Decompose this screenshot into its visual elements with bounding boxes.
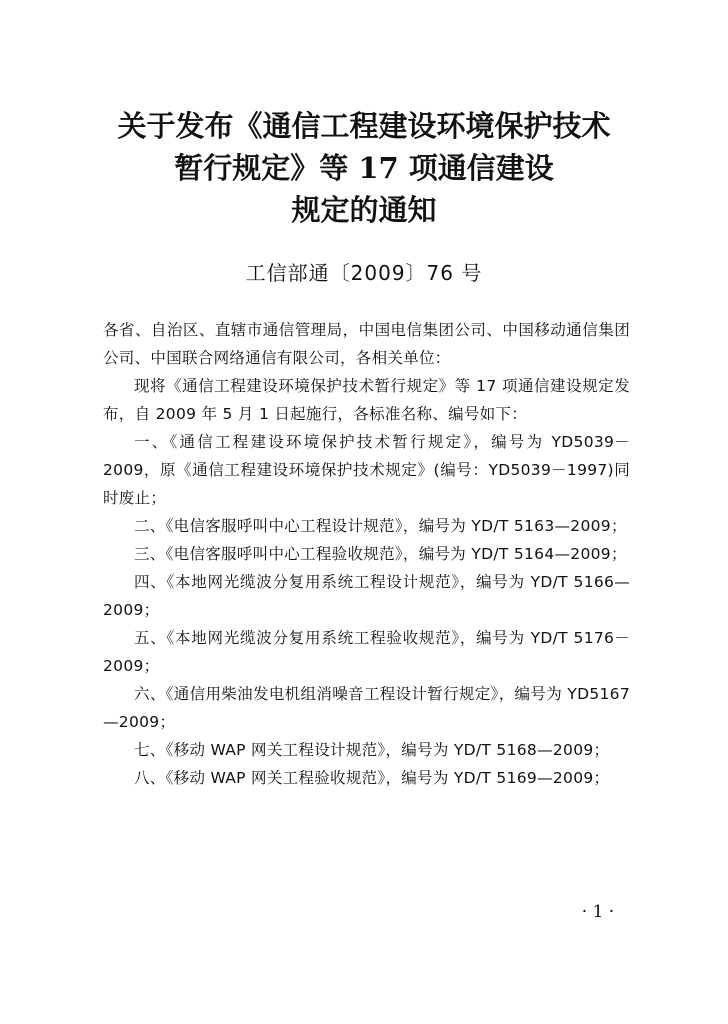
- document-body: [103, 316, 630, 792]
- document-number: 工信部通〔2009〕76 号: [245, 261, 483, 285]
- title-line-2: 暂行规定》等 17 项通信建设: [174, 151, 554, 185]
- list-item-6: 六、《通信用柴油发电机组消噪音工程设计暂行规定》，编号为 YD5167—2009；: [103, 685, 630, 731]
- list-item-3: 三、《电信客服呼叫中心工程验收规范》，编号为 YD/T 5164—2009；: [134, 545, 627, 563]
- intro-paragraph: 现将《通信工程建设环境保护技术暂行规定》等 17 项通信建设规定发布，自 2009 年 5 月 1 日起施行，各标准名称、编号如下：: [103, 377, 630, 423]
- list-item-1: 一、《通信工程建设环境保护技术暂行规定》，编号为 YD5039－2009，原《通信工程建设环境保护技术规定》(编号：YD5039－1997)同时废止；: [103, 433, 630, 507]
- list-item-5: 五、《本地网光缆波分复用系统工程验收规范》，编号为 YD/T 5176－2009；: [103, 629, 630, 675]
- title-line-3: 规定的通知: [291, 193, 437, 227]
- list-item-7: 七、《移动 WAP 网关工程设计规范》，编号为 YD/T 5168—2009；: [134, 741, 610, 759]
- salutation-paragraph: 各省、自治区、直辖市通信管理局，中国电信集团公司、中国移动通信集团公司、中国联合网络通信有限公司，各相关单位：: [103, 321, 630, 367]
- title-line-1: 关于发布《通信工程建设环境保护技术: [117, 109, 611, 143]
- list-item-4: 四、《本地网光缆波分复用系统工程设计规范》，编号为 YD/T 5166—2009；: [103, 573, 630, 619]
- list-item-8: 八、《移动 WAP 网关工程验收规范》，编号为 YD/T 5169—2009；: [134, 769, 610, 787]
- list-item-2: 二、《电信客服呼叫中心工程设计规范》，编号为 YD/T 5163—2009；: [134, 517, 627, 535]
- page-number: · 1 ·: [581, 902, 615, 922]
